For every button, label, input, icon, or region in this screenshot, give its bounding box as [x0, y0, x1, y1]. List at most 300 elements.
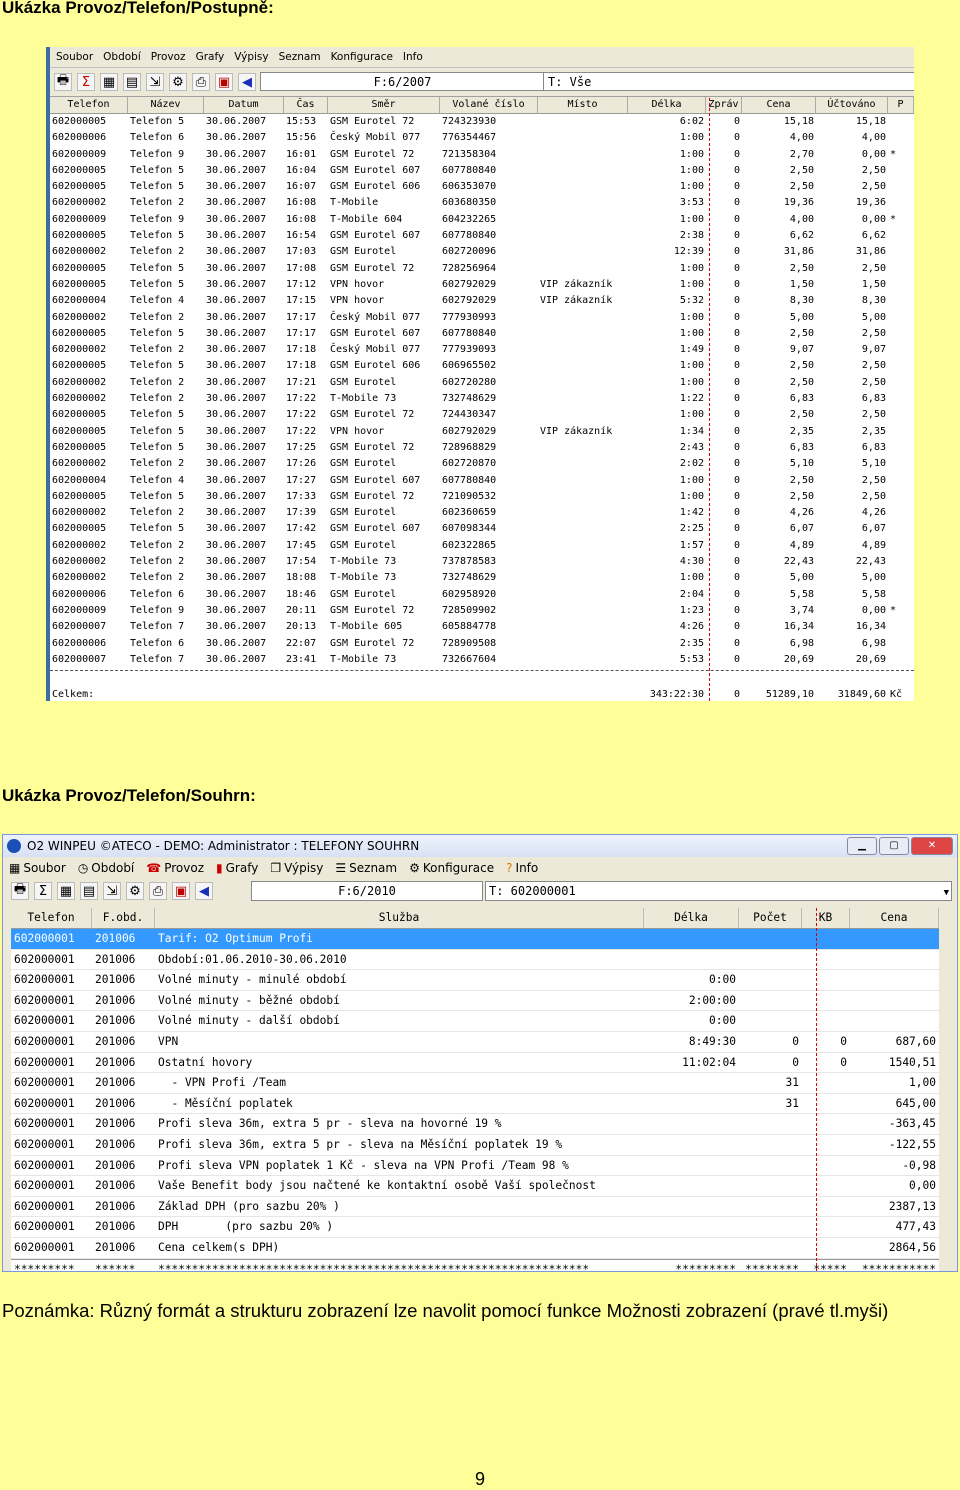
column-header[interactable]: Název [128, 97, 204, 113]
column-header[interactable]: Cena [850, 908, 939, 928]
menu-vypisy[interactable]: ❐ Výpisy [270, 861, 324, 875]
table-cell: 737878583 [442, 556, 497, 568]
table-cell [802, 1156, 850, 1176]
table-cell [739, 1176, 802, 1196]
table-cell: 1:00 [679, 474, 704, 486]
table-cell: 30.06.2007 [206, 425, 267, 437]
table-cell: Tarif: O2 Optimum Profi [158, 932, 313, 945]
table-cell: VPN hovor [330, 295, 385, 307]
table-row[interactable] [50, 489, 914, 505]
table-cell: 30.06.2007 [206, 181, 267, 193]
table-cell: DPH (pro sazbu 20% ) [158, 1220, 334, 1234]
table-cell: VPN hovor [330, 425, 385, 437]
table-cell: Telefon 5 [130, 425, 185, 437]
menu-info[interactable]: ? Info [506, 861, 539, 875]
table-cell: 1:00 [679, 409, 704, 421]
table-row[interactable] [11, 970, 939, 991]
table-row[interactable] [50, 358, 914, 374]
table-cell: 602000009 [52, 213, 107, 225]
column-header[interactable]: Služba [155, 908, 644, 928]
table-cell [888, 619, 914, 635]
menu-item[interactable]: Grafy [195, 51, 225, 63]
table-cell [802, 1073, 850, 1093]
table-cell: 1:00 [679, 278, 704, 290]
table-cell: 1:57 [679, 539, 704, 551]
export-icon[interactable]: ⇲ [146, 73, 164, 91]
table-row[interactable] [50, 114, 914, 130]
table-cell: 1:00 [679, 572, 704, 584]
menu-obdobi[interactable]: ◷ Období [77, 861, 135, 875]
table-row[interactable] [50, 228, 914, 244]
file-icon: ▦ [9, 861, 21, 875]
table-row[interactable] [11, 1053, 939, 1074]
table-row[interactable] [11, 1011, 939, 1032]
print-preview-icon[interactable]: ⎙ [149, 882, 167, 900]
table-cell: 201006 [95, 952, 136, 966]
table-cell: 2,50 [789, 474, 814, 486]
table-cell [644, 1094, 739, 1114]
sum-icon[interactable]: Σ [34, 882, 52, 900]
table-cell: 0 [733, 327, 740, 339]
table-row[interactable] [50, 456, 914, 472]
menu-item[interactable]: Info [402, 51, 423, 63]
table-cell: 1,00 [909, 1076, 936, 1090]
table-cell: 776354467 [442, 132, 497, 144]
column-header[interactable]: Místo [538, 97, 628, 113]
table-row[interactable] [50, 505, 914, 521]
table-cell: * [890, 213, 897, 225]
menu-item[interactable]: Provoz [150, 51, 186, 63]
table-row[interactable] [50, 261, 914, 277]
table-row[interactable] [50, 130, 914, 146]
period-field[interactable]: F:6/2010 [251, 881, 483, 901]
table-cell: 30.06.2007 [206, 523, 267, 535]
table-cell [888, 652, 914, 668]
table-row[interactable] [50, 636, 914, 652]
phone-filter-field[interactable]: T: Vše [543, 72, 914, 91]
table-cell: 16:01 [286, 148, 317, 160]
table-cell: 17:45 [286, 539, 317, 551]
back-icon[interactable]: ◀ [195, 882, 213, 900]
table-cell [538, 179, 628, 195]
table-cell [888, 391, 914, 407]
table-cell: 17:18 [286, 360, 317, 372]
table-row[interactable] [50, 521, 914, 537]
table-cell: GSM Eurotel 72 [330, 409, 415, 421]
table-cell: 9,07 [789, 344, 814, 356]
table-cell: 605884778 [442, 621, 497, 633]
table-cell: 5:53 [679, 653, 704, 665]
table-cell: VPN [158, 1034, 179, 1048]
table-cell: Telefon 2 [130, 393, 185, 405]
table-cell: GSM Eurotel 607 [330, 474, 421, 486]
table-cell: 0,00 [861, 213, 886, 225]
table-cell: Telefon 5 [130, 490, 185, 502]
column-header[interactable]: Datum [204, 97, 284, 113]
table-cell [888, 277, 914, 293]
table-cell: 30.06.2007 [206, 507, 267, 519]
table-cell: 31 [785, 1076, 799, 1090]
table-row-selected[interactable] [11, 929, 939, 950]
menu-grafy[interactable]: ▮ Grafy [216, 861, 259, 875]
column-header[interactable]: P [888, 97, 914, 113]
column-header[interactable]: Volané číslo [440, 97, 538, 113]
table-cell [644, 1217, 739, 1237]
menu-seznam[interactable]: ☰ Seznam [335, 861, 398, 875]
table-cell: 0 [733, 197, 740, 209]
table-cell: 201006 [95, 1240, 136, 1254]
table-cell [644, 929, 739, 949]
table-cell: 732748629 [442, 393, 497, 405]
table-cell [888, 440, 914, 456]
close-button[interactable]: ✕ [911, 837, 953, 855]
table-cell: 602000005 [52, 181, 107, 193]
calculator-icon[interactable]: ▦ [100, 73, 118, 91]
config-icon: ⚙ [409, 861, 420, 875]
menu-provoz[interactable]: ☎ Provoz [146, 861, 205, 875]
table-cell: Profi sleva 36m, extra 5 pr - sleva na Měsíční poplatek 19 % [158, 1137, 563, 1151]
table-row[interactable] [50, 587, 914, 603]
table-cell: 0 [733, 621, 740, 633]
app-icon [7, 839, 21, 853]
export-icon[interactable]: ⇲ [103, 882, 121, 900]
table-cell [538, 473, 628, 489]
table-cell: 604232265 [442, 213, 497, 225]
sum-icon[interactable]: Σ [77, 73, 95, 91]
table-cell [739, 1156, 802, 1176]
table-cell: 2:02 [679, 458, 704, 470]
settings-icon[interactable]: ⚙ [126, 882, 144, 900]
table-cell: 602000005 [52, 490, 107, 502]
table-cell [538, 652, 628, 668]
table-cell: 645,00 [895, 1096, 936, 1110]
table-icon[interactable]: ▤ [123, 73, 141, 91]
calculator-icon[interactable]: ▦ [57, 882, 75, 900]
table-row[interactable] [50, 326, 914, 342]
table-cell: 2,70 [789, 148, 814, 160]
settings-icon[interactable]: ⚙ [169, 73, 187, 91]
table-row[interactable] [50, 440, 914, 456]
table-cell: 602000001 [14, 1137, 75, 1151]
table-cell: VIP zákazník [540, 295, 613, 307]
menu-soubor[interactable]: ▦ Soubor [9, 861, 66, 875]
print-icon[interactable]: 🖶 [54, 73, 72, 91]
table-cell [538, 505, 628, 521]
table-cell: - VPN Profi /Team [158, 1076, 286, 1090]
menu-item[interactable]: Výpisy [234, 51, 269, 63]
table-cell: 2,50 [789, 327, 814, 339]
table-cell: Volné minuty - běžné období [158, 993, 340, 1007]
table-row[interactable] [50, 473, 914, 489]
column-header[interactable]: F.obd. [92, 908, 155, 928]
table-cell: 30.06.2007 [206, 116, 267, 127]
table-row[interactable] [50, 195, 914, 211]
table-cell: 5,58 [861, 588, 886, 600]
table-cell: 4,00 [789, 213, 814, 225]
menu-item[interactable]: Seznam [278, 51, 321, 63]
table-row[interactable] [50, 391, 914, 407]
menu-item[interactable]: Konfigurace [330, 51, 393, 63]
maximize-button[interactable]: ▢ [879, 837, 909, 855]
table-cell: 0,00 [909, 1179, 936, 1193]
table-row[interactable] [50, 652, 914, 668]
menu-konfigurace[interactable]: ⚙ Konfigurace [409, 861, 495, 875]
table-cell: *********** [861, 1262, 936, 1272]
table-cell: 16:08 [286, 197, 317, 209]
table-icon[interactable]: ▤ [80, 882, 98, 900]
column-header[interactable]: Účtováno [816, 97, 888, 113]
minimize-button[interactable]: ▁ [847, 837, 877, 855]
table-cell [644, 1197, 739, 1217]
table-cell: 1:00 [679, 262, 704, 274]
table-cell: 2:25 [679, 523, 704, 535]
table-cell: 602000002 [52, 376, 107, 388]
table-cell [850, 970, 939, 990]
column-header[interactable]: Délka [628, 97, 706, 113]
menu-item[interactable]: Soubor [56, 51, 94, 63]
table-row[interactable] [50, 603, 914, 619]
column-divider [709, 98, 710, 701]
table-cell: 1:23 [679, 604, 704, 616]
table-cell [850, 950, 939, 970]
column-header[interactable]: Telefon [11, 908, 92, 928]
table-cell: 5:32 [679, 295, 704, 307]
report-icon[interactable]: ▣ [215, 73, 233, 91]
phone-icon: ☎ [146, 861, 162, 875]
table-row[interactable] [11, 991, 939, 1012]
table-row[interactable] [11, 1238, 939, 1259]
table-row[interactable] [11, 1094, 939, 1115]
table-cell: 2:00:00 [688, 993, 736, 1007]
table-cell: Telefon 4 [130, 474, 185, 486]
table-cell: 1:00 [679, 213, 704, 225]
table-cell: 6,07 [861, 523, 886, 535]
table-cell [538, 212, 628, 228]
section2-title: Ukázka Provoz/Telefon/Souhrn: [2, 786, 256, 805]
column-header[interactable]: Směr [328, 97, 440, 113]
table-cell: 30.06.2007 [206, 604, 267, 616]
table-cell: 30.06.2007 [206, 556, 267, 568]
table-row[interactable] [50, 293, 914, 309]
table-cell: 602000001 [14, 932, 75, 945]
table-cell: 4:30 [679, 556, 704, 568]
table-row[interactable] [11, 1114, 939, 1135]
table-cell: ******** [745, 1262, 799, 1272]
table-cell: 201006 [95, 993, 136, 1007]
table-cell: 724323930 [442, 116, 497, 127]
table-cell [802, 1217, 850, 1237]
table-cell: 5,10 [789, 458, 814, 470]
table-cell: GSM Eurotel 72 [330, 490, 415, 502]
table-cell: 602792029 [442, 278, 497, 290]
table-cell: 728256964 [442, 262, 497, 274]
screenshot-postupne [46, 47, 914, 701]
column-header[interactable]: Cena [742, 97, 816, 113]
table-cell: 724430347 [442, 409, 497, 421]
table-cell: Telefon 4 [130, 295, 185, 307]
table-row[interactable] [11, 1135, 939, 1156]
table-row[interactable] [11, 1197, 939, 1218]
table-row[interactable] [11, 1073, 939, 1094]
table-cell: **************************************************************** [158, 1262, 590, 1272]
table-cell: 17:25 [286, 441, 317, 453]
table-cell [644, 1114, 739, 1134]
table-cell: Telefon 5 [130, 441, 185, 453]
table-row[interactable] [50, 163, 914, 179]
table-cell: 0 [733, 572, 740, 584]
table-cell: 3:53 [679, 197, 704, 209]
table-cell: 17:22 [286, 409, 317, 421]
column-header[interactable]: Telefon [50, 97, 128, 113]
table-row[interactable] [11, 1176, 939, 1197]
table-cell: Vaše Benefit body jsou načtené ke kontaktní osobě Vaší společnost [158, 1179, 596, 1193]
table-row[interactable] [11, 1032, 939, 1053]
toolbar [50, 68, 914, 97]
table-row[interactable] [50, 179, 914, 195]
table-cell: 603680350 [442, 197, 497, 209]
table-cell: 0 [733, 523, 740, 535]
table-cell: Volné minuty - minulé období [158, 973, 347, 987]
table-row[interactable] [50, 342, 914, 358]
table-cell: 22:07 [286, 637, 317, 649]
table-cell: 6:02 [679, 116, 704, 127]
column-header[interactable]: Počet [739, 908, 802, 928]
table-cell: 777930993 [442, 311, 497, 323]
table-cell [538, 147, 628, 163]
table-cell: 0,00 [861, 148, 886, 160]
table-cell: Český Mobil 077 [330, 344, 421, 356]
table-cell: 602000001 [14, 1158, 75, 1172]
table-cell: 18:08 [286, 572, 317, 584]
table-cell: GSM Eurotel 72 [330, 148, 415, 160]
table-cell: 602000005 [52, 441, 107, 453]
table-row[interactable] [50, 277, 914, 293]
table-cell: 0 [733, 653, 740, 665]
table-cell: 1:00 [679, 327, 704, 339]
table-cell: 1:00 [679, 181, 704, 193]
table-cell: GSM Eurotel [330, 376, 397, 388]
table-cell: 602000005 [52, 360, 107, 372]
table-cell: T-Mobile 605 [330, 621, 403, 633]
table-cell: 22,43 [783, 556, 814, 568]
table-row[interactable] [50, 147, 914, 163]
table-row[interactable] [50, 212, 914, 228]
column-header[interactable]: KB [802, 908, 850, 928]
table-cell: 201006 [95, 1014, 136, 1028]
table-cell: 0 [840, 1034, 847, 1048]
table-cell: 1:00 [679, 360, 704, 372]
table-cell: Telefon 2 [130, 556, 185, 568]
table-row[interactable] [11, 1217, 939, 1238]
table-cell: 20,69 [783, 653, 814, 665]
column-header[interactable]: Délka [644, 908, 739, 928]
table-cell: 30.06.2007 [206, 572, 267, 584]
table-cell: 17:15 [286, 295, 317, 307]
table-cell [888, 375, 914, 391]
period-field[interactable]: F:6/2007 [260, 72, 545, 91]
table-cell [739, 970, 802, 990]
table-cell: 31 [785, 1096, 799, 1110]
table-cell [888, 473, 914, 489]
table-row[interactable] [50, 424, 914, 440]
table-cell: Telefon 5 [130, 116, 185, 127]
table-cell: 607780840 [442, 474, 497, 486]
table-cell: 602000001 [14, 1096, 75, 1110]
table-cell: Telefon 2 [130, 197, 185, 209]
back-icon[interactable]: ◀ [238, 73, 256, 91]
column-header[interactable]: Čas [284, 97, 328, 113]
table-row[interactable] [50, 310, 914, 326]
table-cell [538, 310, 628, 326]
table-row[interactable] [50, 375, 914, 391]
table-cell: Profi sleva 36m, extra 5 pr - sleva na hovorné 19 % [158, 1117, 502, 1131]
table-cell: 602000009 [52, 148, 107, 160]
table-cell: 4,26 [789, 507, 814, 519]
table-cell: 607780840 [442, 230, 497, 242]
documents-icon: ❐ [270, 861, 282, 875]
table-cell: 23:41 [286, 653, 317, 665]
print-preview-icon[interactable]: ⎙ [192, 73, 210, 91]
report-icon[interactable]: ▣ [172, 882, 190, 900]
table-cell: 201006 [95, 1137, 136, 1151]
table-row[interactable] [50, 244, 914, 260]
table-row[interactable] [11, 1156, 939, 1177]
table-cell: * [890, 148, 897, 160]
table-cell [739, 1114, 802, 1134]
table-cell: 30.06.2007 [206, 327, 267, 339]
table-cell: 17:42 [286, 523, 317, 535]
chevron-down-icon[interactable]: ▼ [943, 888, 949, 898]
table-cell: 602720096 [442, 246, 497, 258]
print-icon[interactable]: 🖶 [11, 882, 29, 900]
table-row[interactable] [11, 950, 939, 971]
table-cell: 0 [733, 556, 740, 568]
page-number: 9 [474, 1469, 485, 1489]
table-cell: 602000007 [52, 653, 107, 665]
menu-item[interactable]: Období [103, 51, 141, 63]
table-row[interactable] [50, 538, 914, 554]
table-cell: 2,50 [861, 474, 886, 486]
table-cell [850, 929, 939, 949]
table-cell: 0 [733, 148, 740, 160]
table-cell [802, 970, 850, 990]
table-cell: 4,00 [861, 132, 886, 144]
table-cell [739, 950, 802, 970]
table-cell: 1,50 [861, 278, 886, 290]
table-cell: 30.06.2007 [206, 409, 267, 421]
table-row[interactable] [50, 407, 914, 423]
table-cell: T-Mobile 73 [330, 556, 397, 568]
table-cell: 12:39 [673, 246, 704, 258]
table-cell: 477,43 [895, 1220, 936, 1234]
table-cell [538, 342, 628, 358]
table-cell: 30.06.2007 [206, 393, 267, 405]
table-cell: 0 [792, 1034, 799, 1048]
table-cell: 602000001 [14, 1117, 75, 1131]
column-header[interactable]: Zpráv [706, 97, 742, 113]
table-cell: 5,10 [861, 458, 886, 470]
table-cell: Telefon 5 [130, 262, 185, 274]
table-row[interactable] [50, 554, 914, 570]
table-cell: Telefon 2 [130, 539, 185, 551]
table-cell: 1:42 [679, 507, 704, 519]
phone-filter-select[interactable]: T: 602000001 ▼ [485, 881, 952, 901]
table-row[interactable] [50, 570, 914, 586]
table-cell: GSM Eurotel 607 [330, 164, 421, 176]
table-row[interactable] [50, 619, 914, 635]
table-cell: 2,50 [861, 490, 886, 502]
table-cell: 0 [733, 164, 740, 176]
